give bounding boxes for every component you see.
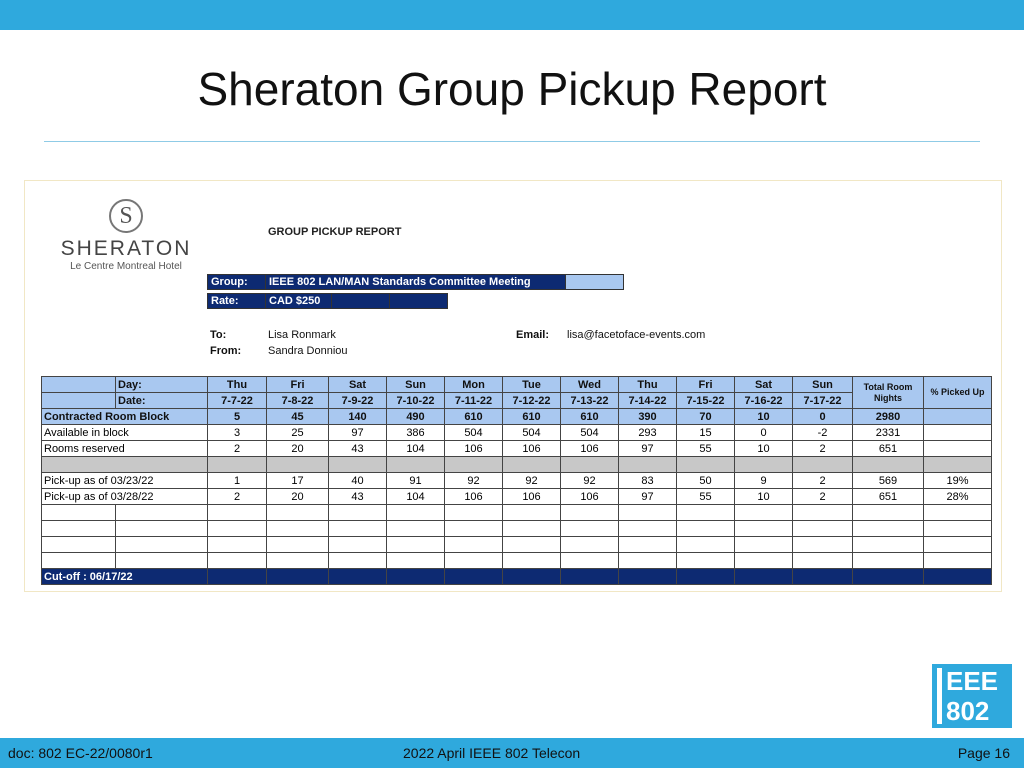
blank-cell: [924, 537, 992, 553]
value-cell: 106: [445, 489, 503, 505]
table-row: [42, 473, 992, 489]
blank-cell: [445, 457, 503, 473]
pct-cell: [924, 425, 992, 441]
doc-number: doc: 802 EC-22/0080r1: [8, 745, 153, 761]
blank-cell: [735, 569, 793, 585]
blank-cell: [208, 553, 267, 569]
value-cell: 15: [677, 425, 735, 441]
value-cell: 2: [208, 441, 267, 457]
blank-cell: [561, 505, 619, 521]
row-label: Available in block: [42, 425, 208, 441]
value-cell: 97: [329, 425, 387, 441]
blank-cell: [387, 457, 445, 473]
blank-cell: [116, 505, 208, 521]
blank-cell: [267, 521, 329, 537]
day-cell: Fri: [677, 377, 735, 393]
blank-cell: [677, 553, 735, 569]
blank-cell: [793, 537, 853, 553]
blank-cell: [208, 521, 267, 537]
blank-cell: [619, 537, 677, 553]
blank-cell: [445, 521, 503, 537]
value-cell: 55: [677, 489, 735, 505]
blank-cell: [924, 505, 992, 521]
blank-cell: [329, 553, 387, 569]
date-label: Date:: [116, 393, 208, 409]
blank-cell: [677, 537, 735, 553]
from-value: Sandra Donniou: [268, 345, 348, 357]
footer-bar: [0, 738, 1024, 768]
to-value: Lisa Ronmark: [268, 329, 336, 341]
blank-row: [42, 521, 992, 537]
date-cell: 7-12-22: [503, 393, 561, 409]
value-cell: 610: [561, 409, 619, 425]
value-cell: 43: [329, 489, 387, 505]
blank-cell: [445, 569, 503, 585]
blank-cell: [42, 505, 116, 521]
value-cell: 106: [503, 441, 561, 457]
value-cell: 92: [561, 473, 619, 489]
group-blank: [566, 275, 624, 290]
blank-cell: [735, 521, 793, 537]
date-cell: 7-16-22: [735, 393, 793, 409]
total-nights-header: Total Room Nights: [853, 377, 924, 409]
blank-cell: [387, 521, 445, 537]
blank-cell: [503, 457, 561, 473]
blank-cell: [267, 553, 329, 569]
blank-cell: [735, 505, 793, 521]
total-cell: 2980: [853, 409, 924, 425]
top-banner: [0, 0, 1024, 30]
date-cell: 7-15-22: [677, 393, 735, 409]
rate-blank-1: [332, 294, 390, 309]
row-label: Contracted Room Block: [42, 409, 208, 425]
rate-value: CAD $250: [266, 294, 332, 309]
sheraton-seal-icon: S: [109, 199, 143, 233]
value-cell: 10: [735, 441, 793, 457]
pct-cell: [924, 441, 992, 457]
table-row: [42, 489, 992, 505]
value-cell: 106: [561, 489, 619, 505]
value-cell: 92: [503, 473, 561, 489]
date-row: [42, 393, 992, 409]
value-cell: 1: [208, 473, 267, 489]
blank-cell: [853, 521, 924, 537]
blank-cell: [42, 537, 116, 553]
value-cell: 490: [387, 409, 445, 425]
blank-cell: [387, 505, 445, 521]
blank-cell: [208, 569, 267, 585]
blank-cell: [853, 457, 924, 473]
date-cell: 7-17-22: [793, 393, 853, 409]
blank-cell: [387, 553, 445, 569]
day-cell: Sun: [387, 377, 445, 393]
date-cell: 7-13-22: [561, 393, 619, 409]
value-cell: 0: [793, 409, 853, 425]
value-cell: 2: [793, 473, 853, 489]
group-label: Group:: [208, 275, 266, 290]
to-label: To:: [210, 329, 227, 341]
date-cell: 7-9-22: [329, 393, 387, 409]
blank-cell: [116, 521, 208, 537]
value-cell: 504: [503, 425, 561, 441]
blank-cell: [619, 569, 677, 585]
table-row: [42, 441, 992, 457]
value-cell: 97: [619, 441, 677, 457]
blank-cell: [267, 537, 329, 553]
blank-cell: [267, 505, 329, 521]
blank-row: [42, 553, 992, 569]
value-cell: 106: [445, 441, 503, 457]
blank-cell: [503, 537, 561, 553]
value-cell: 293: [619, 425, 677, 441]
value-cell: 2: [793, 489, 853, 505]
blank-cell: [793, 505, 853, 521]
meeting-name: 2022 April IEEE 802 Telecon: [403, 745, 581, 761]
blank-cell: [116, 537, 208, 553]
date-cell: 7-7-22: [208, 393, 267, 409]
email-row: [516, 329, 549, 341]
blank-cell: [561, 521, 619, 537]
blank-cell: [561, 537, 619, 553]
blank-cell: [329, 521, 387, 537]
value-cell: 25: [267, 425, 329, 441]
rate-blank-2: [390, 294, 448, 309]
blank-cell: [42, 521, 116, 537]
value-cell: 55: [677, 441, 735, 457]
blank-cell: [793, 521, 853, 537]
ieee-logo-top: EEE: [946, 666, 999, 696]
total-cell: 651: [853, 441, 924, 457]
header-blank: [42, 377, 116, 393]
blank-cell: [924, 553, 992, 569]
value-cell: 9: [735, 473, 793, 489]
email-value: lisa@facetoface-events.com: [567, 329, 706, 341]
blank-cell: [503, 553, 561, 569]
blank-cell: [853, 569, 924, 585]
value-cell: 504: [561, 425, 619, 441]
pct-cell: 28%: [924, 489, 992, 505]
value-cell: 97: [619, 489, 677, 505]
blank-cell: [445, 553, 503, 569]
value-cell: 92: [445, 473, 503, 489]
day-cell: Fri: [267, 377, 329, 393]
table-row: [42, 425, 992, 441]
report-heading: GROUP PICKUP REPORT: [268, 226, 402, 238]
value-cell: 2: [793, 441, 853, 457]
date-cell: 7-10-22: [387, 393, 445, 409]
blank-row: [42, 505, 992, 521]
day-cell: Thu: [619, 377, 677, 393]
row-label: Pick-up as of 03/23/22: [42, 473, 208, 489]
blank-cell: [503, 521, 561, 537]
hotel-name: Le Centre Montreal Hotel: [70, 261, 182, 272]
value-cell: 70: [677, 409, 735, 425]
total-cell: 569: [853, 473, 924, 489]
day-cell: Thu: [208, 377, 267, 393]
day-cell: Sun: [793, 377, 853, 393]
blank-cell: [445, 537, 503, 553]
day-cell: Sat: [735, 377, 793, 393]
value-cell: 610: [445, 409, 503, 425]
blank-cell: [735, 537, 793, 553]
value-cell: 40: [329, 473, 387, 489]
sheraton-wordmark: SHERATON: [60, 237, 192, 260]
pct-cell: 19%: [924, 473, 992, 489]
value-cell: 5: [208, 409, 267, 425]
value-cell: 106: [503, 489, 561, 505]
day-row: [42, 377, 992, 393]
value-cell: -2: [793, 425, 853, 441]
row-label: Pick-up as of 03/28/22: [42, 489, 208, 505]
value-cell: 610: [503, 409, 561, 425]
value-cell: 386: [387, 425, 445, 441]
blank-cell: [924, 569, 992, 585]
value-cell: 106: [561, 441, 619, 457]
sheraton-logo: [51, 199, 201, 279]
day-cell: Tue: [503, 377, 561, 393]
value-cell: 104: [387, 441, 445, 457]
blank-cell: [329, 569, 387, 585]
value-cell: 0: [735, 425, 793, 441]
blank-cell: [793, 457, 853, 473]
ieee-logo-bottom: 802: [946, 696, 990, 726]
slide-title: Sheraton Group Pickup Report: [197, 63, 827, 115]
value-cell: 10: [735, 489, 793, 505]
blank-cell: [619, 505, 677, 521]
blank-cell: [561, 569, 619, 585]
blank-row: [42, 537, 992, 553]
cutoff-label: Cut-off : 06/17/22: [42, 569, 208, 585]
value-cell: 20: [267, 441, 329, 457]
rate-info-table: [207, 293, 448, 309]
from-label: From:: [210, 345, 242, 357]
blank-cell: [267, 457, 329, 473]
value-cell: 3: [208, 425, 267, 441]
date-cell: 7-11-22: [445, 393, 503, 409]
title-divider: [44, 141, 980, 142]
email-label: Email:: [516, 329, 550, 341]
value-cell: 104: [387, 489, 445, 505]
blank-cell: [793, 569, 853, 585]
blank-cell: [503, 569, 561, 585]
blank-cell: [208, 457, 267, 473]
blank-cell: [853, 553, 924, 569]
blank-cell: [853, 505, 924, 521]
day-cell: Wed: [561, 377, 619, 393]
value-cell: 91: [387, 473, 445, 489]
group-info-table: [207, 274, 624, 290]
cutoff-row: [42, 569, 992, 585]
blank-cell: [503, 505, 561, 521]
value-cell: 140: [329, 409, 387, 425]
blank-cell: [619, 553, 677, 569]
value-cell: 83: [619, 473, 677, 489]
group-value: IEEE 802 LAN/MAN Standards Committee Meeting: [266, 275, 566, 290]
day-cell: Mon: [445, 377, 503, 393]
blank-cell: [735, 457, 793, 473]
blank-cell: [42, 457, 208, 473]
pct-cell: [924, 409, 992, 425]
row-label: Rooms reserved: [42, 441, 208, 457]
blank-cell: [208, 537, 267, 553]
value-cell: 45: [267, 409, 329, 425]
blank-cell: [387, 569, 445, 585]
blank-cell: [793, 553, 853, 569]
blank-cell: [924, 521, 992, 537]
to-row: [210, 329, 226, 341]
blank-cell: [561, 457, 619, 473]
from-row: [210, 345, 241, 357]
blank-cell: [387, 537, 445, 553]
value-cell: 390: [619, 409, 677, 425]
blank-cell: [677, 569, 735, 585]
value-cell: 43: [329, 441, 387, 457]
value-cell: 2: [208, 489, 267, 505]
blank-cell: [619, 457, 677, 473]
date-cell: 7-14-22: [619, 393, 677, 409]
blank-cell: [924, 457, 992, 473]
value-cell: 17: [267, 473, 329, 489]
blank-cell: [329, 505, 387, 521]
ieee-logo-bar: [937, 668, 942, 724]
total-cell: 651: [853, 489, 924, 505]
header-blank: [42, 393, 116, 409]
blank-cell: [677, 505, 735, 521]
value-cell: 504: [445, 425, 503, 441]
value-cell: 20: [267, 489, 329, 505]
blank-cell: [445, 505, 503, 521]
blank-cell: [677, 457, 735, 473]
blank-cell: [208, 505, 267, 521]
value-cell: 10: [735, 409, 793, 425]
blank-cell: [42, 553, 116, 569]
total-cell: 2331: [853, 425, 924, 441]
rate-label: Rate:: [208, 294, 266, 309]
day-cell: Sat: [329, 377, 387, 393]
blank-row: [42, 457, 992, 473]
pickup-report-image: [24, 180, 1002, 592]
pct-picked-header: % Picked Up: [924, 377, 992, 409]
blank-cell: [329, 537, 387, 553]
day-label: Day:: [116, 377, 208, 393]
blank-cell: [853, 537, 924, 553]
blank-cell: [619, 521, 677, 537]
blank-cell: [561, 553, 619, 569]
blank-cell: [329, 457, 387, 473]
date-cell: 7-8-22: [267, 393, 329, 409]
value-cell: 50: [677, 473, 735, 489]
blank-cell: [735, 553, 793, 569]
table-row: [42, 409, 992, 425]
blank-cell: [116, 553, 208, 569]
ieee-802-logo: [932, 664, 1012, 728]
blank-cell: [677, 521, 735, 537]
pickup-table: [41, 376, 992, 585]
blank-cell: [267, 569, 329, 585]
page-number: Page 16: [957, 745, 1010, 761]
